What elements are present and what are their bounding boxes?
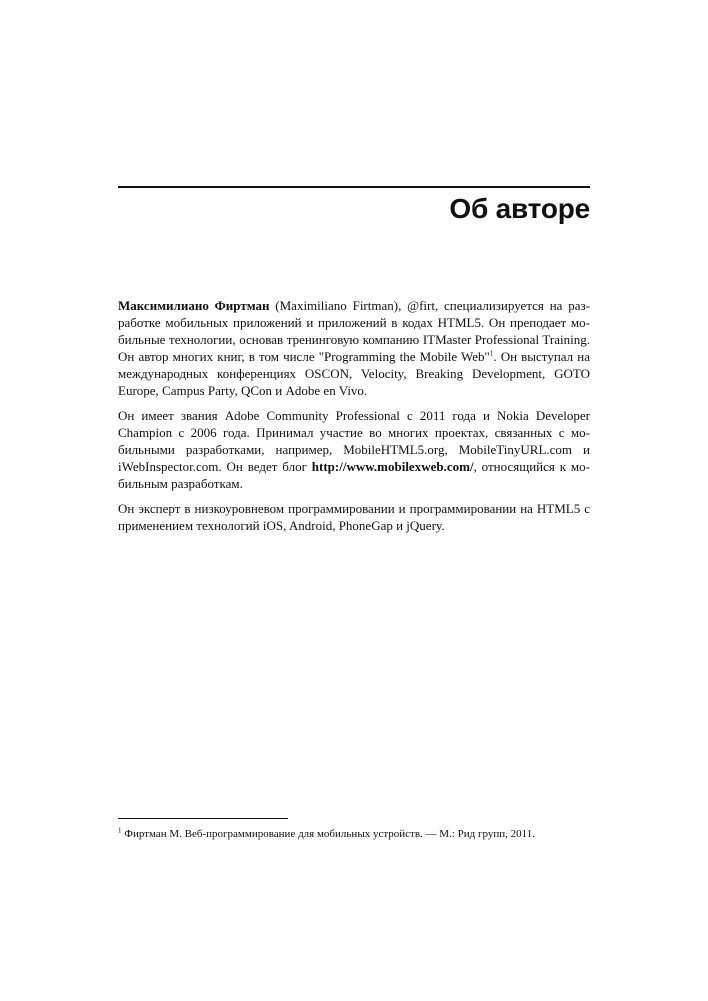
chapter-rule [118, 186, 590, 188]
footnote-text: Фиртман М. Веб-программирование для мобильных устройств. — М.: Рид групп, 2011. [121, 828, 535, 840]
footnote-rule [118, 818, 288, 819]
author-name: Максимилиано Фиртман [118, 298, 270, 313]
chapter-title: Об авторе [449, 193, 590, 224]
footnote-reference: 1 [489, 349, 494, 358]
about-author-text [118, 297, 590, 542]
blog-url: http://www.mobilexweb.com/ [311, 459, 474, 474]
paragraph-2-text-b: , относящийся к мобильным разработкам. [118, 459, 590, 491]
footnote [118, 827, 590, 841]
paragraph-2-text-a: Он имеет звания Adobe Community Professional с 2011 года и Nokia Developer Champion с 2006 года. Принимал участие во многих проектах, связанных с мобильными разработками, например, MobileHTML5.org, MobileTinyURL.com и iWebInspector.com. Он ведет блог [118, 408, 590, 474]
paragraph-1-text-b: . Он выступал на международных конференциях OSCON, Velocity, Breaking Development, GOTO Europe, Campus Party, QCon и Adobe en Vivo. [118, 349, 590, 398]
paragraph-3: Он эксперт в низкоуровневом программировании и программировании на HTML5 с применением технологий iOS, Android, PhoneGap и jQuery. [118, 501, 590, 533]
paragraph-2 [118, 407, 590, 492]
paragraph-1-text-a: (Maximiliano Firtman), @firt, специализируется на разработке мобильных приложений и приложений в кодах HTML5. Он преподает мобильные технологии, основав тренинговую компанию ITMaster Professional Training. Он автор многих книг, в том числе "Programming the Mobile Web" [118, 298, 590, 364]
footnote-marker: 1 [118, 826, 122, 835]
paragraph-1 [118, 297, 590, 399]
